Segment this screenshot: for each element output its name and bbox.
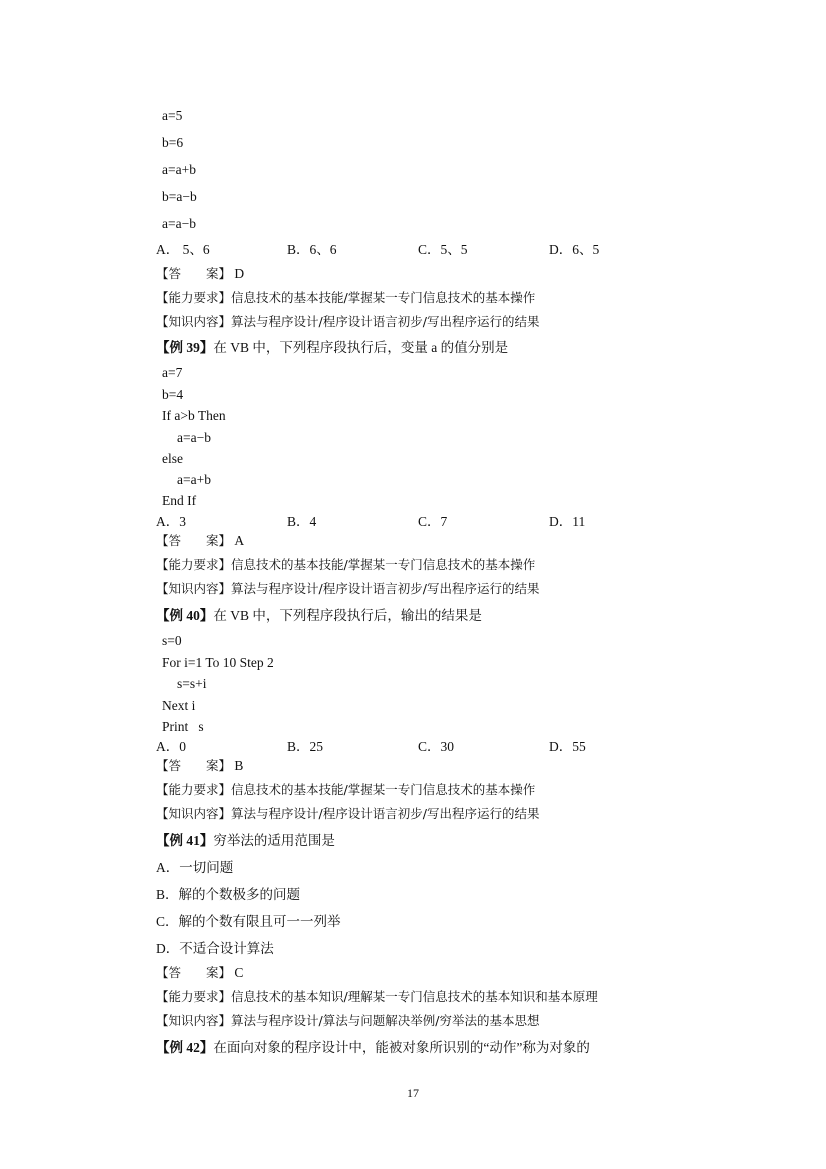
code-line: a=a+b [177,472,211,487]
answer-label: 【答 案】 [156,266,232,281]
answer-value: C [234,965,244,980]
code-line: Next i [162,698,196,713]
knowledge-text: 算法与程序设计/程序设计语言初步/写出程序运行的结果 [231,581,540,596]
ability-line [156,782,535,798]
answer-label: 【答 案】 [156,533,232,548]
question-text: 在 VB 中，下列程序段执行后，变量 a 的值分别是 [213,340,509,355]
question-tag: 【例 40】 [156,608,214,623]
knowledge-text: 算法与程序设计/程序设计语言初步/写出程序运行的结果 [231,806,540,821]
ability-label: 【能力要求】 [156,989,232,1004]
code-line: a=7 [162,365,183,380]
option-b: B．6、6 [287,242,337,257]
option-b: B．解的个数极多的问题 [156,887,301,902]
knowledge-line [156,1013,539,1029]
code-line: If a>b Then [162,408,226,423]
knowledge-text: 算法与程序设计/算法与问题解决举例/穷举法的基本思想 [231,1013,540,1028]
question-text: 在 VB 中，下列程序段执行后，输出的结果是 [213,608,482,623]
knowledge-line [156,314,539,330]
page-number: 17 [407,1086,419,1100]
option-a: A．3 [156,514,186,529]
code-line: b=a−b [162,189,197,204]
knowledge-label: 【知识内容】 [156,1013,232,1028]
question-40 [156,608,482,624]
option-b: B．25 [287,739,324,754]
option-d: D．11 [549,514,586,529]
code-line: a=a+b [162,162,196,177]
ability-label: 【能力要求】 [156,290,232,305]
option-c: C．30 [418,739,455,754]
question-tag: 【例 41】 [156,833,214,848]
answer-value: D [234,266,245,281]
question-tag: 【例 42】 [156,1040,214,1055]
knowledge-line [156,806,539,822]
ability-text: 信息技术的基本技能/掌握某一专门信息技术的基本操作 [231,557,536,572]
answer-line [156,533,244,549]
option-d: D．55 [549,739,586,754]
option-b: B．4 [287,514,317,529]
answer-label: 【答 案】 [156,758,232,773]
question-text: 在面向对象的程序设计中，能被对象所识别的“动作”称为对象的 [213,1040,590,1055]
code-line: b=4 [162,387,184,402]
knowledge-label: 【知识内容】 [156,314,232,329]
answer-line [156,266,244,282]
answer-line [156,758,243,774]
ability-line [156,290,535,306]
question-41 [156,833,335,849]
knowledge-label: 【知识内容】 [156,581,232,596]
code-line: b=6 [162,135,184,150]
option-c: C．解的个数有限且可一一列举 [156,914,341,929]
knowledge-text: 算法与程序设计/程序设计语言初步/写出程序运行的结果 [231,314,540,329]
ability-label: 【能力要求】 [156,557,232,572]
code-line: s=0 [162,633,182,648]
code-line: For i=1 To 10 Step 2 [162,655,274,670]
question-42 [156,1040,590,1056]
ability-label: 【能力要求】 [156,782,232,797]
question-text: 穷举法的适用范围是 [213,833,335,848]
answer-line [156,965,243,981]
option-d: D．不适合设计算法 [156,941,274,956]
answer-value: A [234,533,245,548]
code-line: else [162,451,183,466]
code-line: a=5 [162,108,183,123]
answer-label: 【答 案】 [156,965,232,980]
question-39 [156,340,508,356]
option-a: A． 5、6 [156,242,210,257]
ability-text: 信息技术的基本技能/掌握某一专门信息技术的基本操作 [231,782,536,797]
ability-line [156,557,535,573]
code-line: a=a−b [177,430,211,445]
option-a: A．0 [156,739,186,754]
option-c: C．5、5 [418,242,468,257]
ability-line [156,989,598,1005]
option-a: A．一切问题 [156,860,234,875]
answer-value: B [234,758,244,773]
code-line: End If [162,493,197,508]
knowledge-line [156,581,539,597]
option-c: C．7 [418,514,448,529]
ability-text: 信息技术的基本技能/掌握某一专门信息技术的基本操作 [231,290,536,305]
code-line: s=s+i [177,676,207,691]
knowledge-label: 【知识内容】 [156,806,232,821]
question-tag: 【例 39】 [156,340,214,355]
code-line: Print s [162,719,204,734]
code-line: a=a−b [162,216,196,231]
ability-text: 信息技术的基本知识/理解某一专门信息技术的基本知识和基本原理 [231,989,598,1004]
option-d: D．6、5 [549,242,600,257]
